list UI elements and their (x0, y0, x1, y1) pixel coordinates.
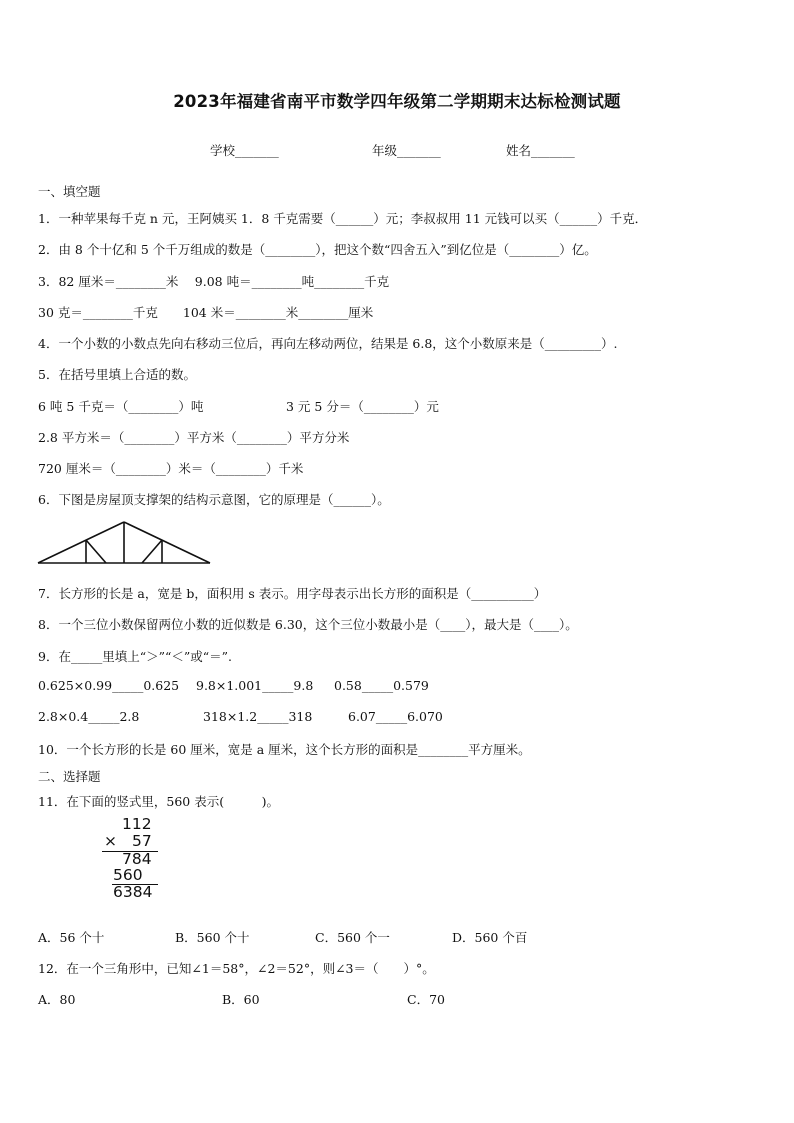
question-5-item-b: 2.8 平方米＝（________）平方米（________）平方分米 (38, 430, 350, 445)
times-sign: × (104, 832, 117, 850)
question-8: 8．一个三位小数保留两位小数的近似数是 6.30，这个三位小数最小是（____），最大是（____）。 (38, 617, 578, 632)
section-choice-heading: 二、选择题 (38, 769, 101, 784)
question-3-line-1: 3．82 厘米＝________米 9.08 吨＝________吨________千克 (38, 274, 390, 289)
question-11: 11．在下面的竖式里，560 表示( )。 (38, 794, 279, 809)
question-9-row-1-item-2: 9.8×1.001_____9.8 (196, 678, 314, 693)
roof-truss-diagram (36, 520, 212, 566)
question-12-option-a: A．80 (38, 992, 76, 1007)
page-title: 2023年福建省南平市数学四年级第二学期期末达标检测试题 (173, 92, 621, 111)
question-9-row-2-item-2: 318×1.2_____318 (203, 709, 313, 724)
question-6: 6．下图是房屋顶支撑架的结构示意图，它的原理是（______）。 (38, 492, 390, 507)
name-field: 姓名_______ (506, 143, 575, 158)
section-fill-heading: 一、填空题 (38, 184, 101, 199)
question-2: 2．由 8 个十亿和 5 个千万组成的数是（________），把这个数“四舍五入”到亿位是（________）亿。 (38, 242, 597, 257)
partial-product-2: 560 (113, 866, 143, 884)
grade-field: 年级_______ (372, 143, 441, 158)
question-5-item-a2: 3 元 5 分＝（________）元 (286, 399, 439, 414)
question-1: 1．一种苹果每千克 n 元，王阿姨买 1．8 千克需要（______）元；李叔叔用 11 元钱可以买（______）千克． (38, 211, 648, 226)
question-7: 7．长方形的长是 a，宽是 b，面积用 s 表示。用字母表示出长方形的面积是（__________） (38, 586, 547, 601)
multiplicand: 112 (122, 815, 152, 833)
multiplier: 57 (132, 832, 152, 850)
product: 6384 (113, 883, 153, 901)
question-12: 12．在一个三角形中，已知∠1＝58°，∠2＝52°，则∠3＝（ ）°。 (38, 961, 435, 976)
question-9-row-1-item-1: 0.625×0.99_____0.625 (38, 678, 180, 693)
question-9-row-1-item-3: 0.58_____0.579 (334, 678, 429, 693)
question-4: 4．一个小数的小数点先向右移动三位后，再向左移动两位，结果是 6.8，这个小数原来是（_________）. (38, 336, 618, 351)
question-9-row-2-item-1: 2.8×0.4_____2.8 (38, 709, 140, 724)
question-11-option-b: B．560 个十 (175, 930, 250, 945)
school-field: 学校_______ (210, 143, 279, 158)
question-3-line-2: 30 克＝________千克 104 米＝________米________厘米 (38, 305, 374, 320)
question-9: 9．在_____里填上“＞”“＜”或“＝”. (38, 649, 233, 664)
question-11-option-a: A．56 个十 (38, 930, 105, 945)
question-9-row-2-item-3: 6.07_____6.070 (348, 709, 443, 724)
question-10: 10．一个长方形的长是 60 厘米，宽是 a 厘米，这个长方形的面积是________平方厘米。 (38, 742, 531, 757)
question-5-item-a1: 6 吨 5 千克＝（________）吨 (38, 399, 204, 414)
question-5-item-c: 720 厘米＝（________）米＝（________）千米 (38, 461, 304, 476)
question-5: 5．在括号里填上合适的数。 (38, 367, 196, 382)
partial-product-1: 784 (122, 850, 152, 868)
question-11-option-d: D．560 个百 (452, 930, 528, 945)
vertical-multiplication (100, 816, 170, 902)
question-11-option-c: C．560 个一 (315, 930, 390, 945)
question-12-option-c: C．70 (407, 992, 445, 1007)
question-12-option-b: B．60 (222, 992, 260, 1007)
